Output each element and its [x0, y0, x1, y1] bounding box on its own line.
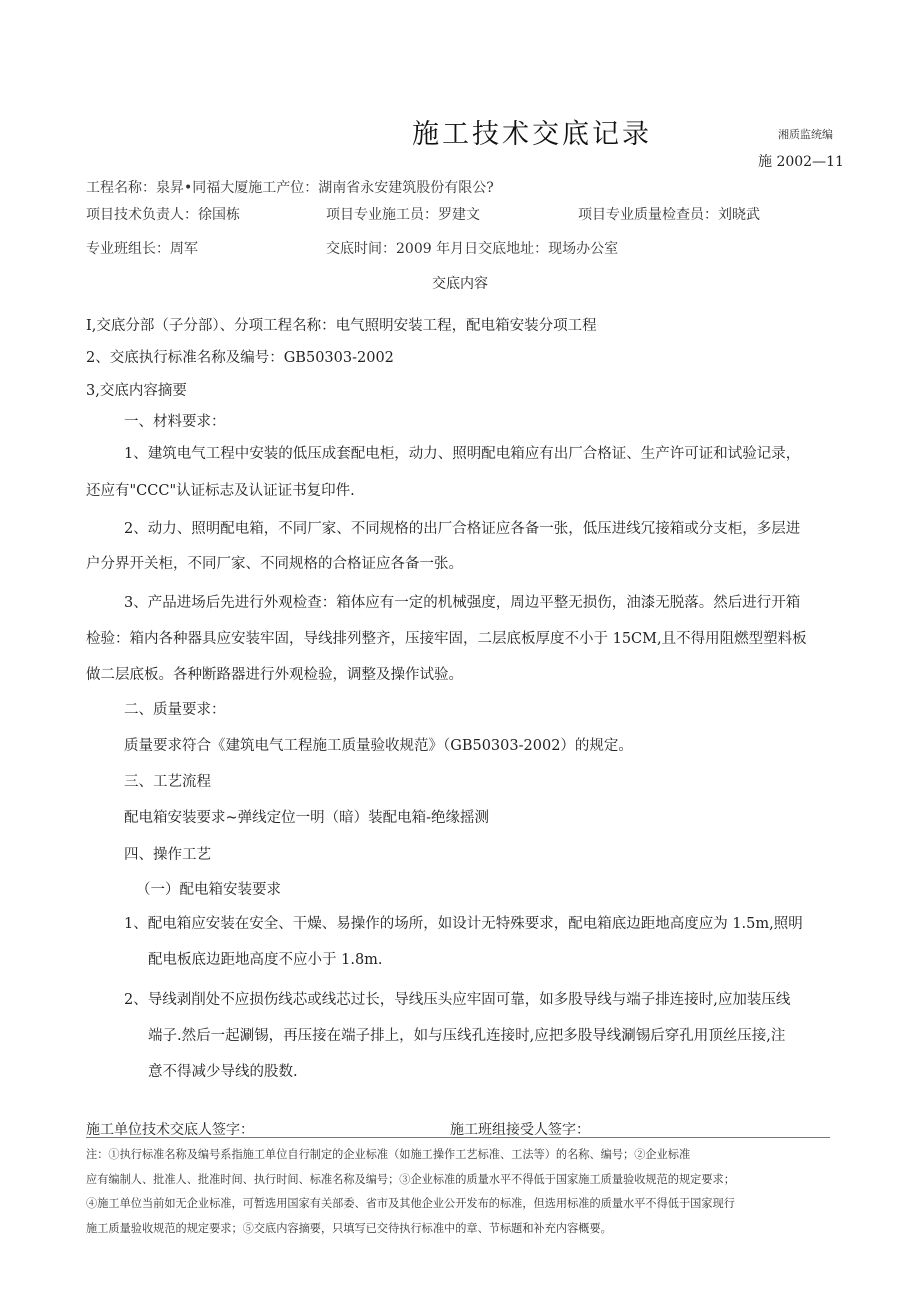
text-line: 2、导线剥削处不应损伤线芯或线芯过长，导线压头应牢固可靠，如多股导线与端子排连接时,应加装压线	[124, 992, 791, 1008]
section-1-paragraph-3-cont	[86, 621, 807, 693]
section-1-paragraph-2	[124, 511, 800, 547]
section-2-text: 质量要求符合《建筑电气工程施工质量验收规范》（GB50303-2002）的规定。	[124, 738, 633, 754]
section-2-title: 二、质量要求：	[124, 702, 226, 718]
signature-line	[86, 1137, 830, 1138]
text-line: 户分界开关柜，不同厂家、不同规格的合格证应各备一张。	[86, 556, 463, 572]
item-1: I,交底分部（子分部）、分项工程名称：电气照明安装工程，配电箱安装分项工程	[86, 318, 597, 334]
discloser-signature-label: 施工单位技术交底人签字：	[86, 1122, 254, 1138]
footnote-line: ④施工单位当前如无企业标准，可暂选用国家有关部委、省市及其他企业公开发布的标准，但选用标准的质量水平不得低于国家现行	[86, 1197, 735, 1210]
project-name-line: 工程名称：泉昇•同福大厦施工产位：湖南省永安建筑股份有限公?	[86, 180, 494, 196]
text-line: 端子.然后一起涮锡，再压接在端子排上，如与压线孔连接时,应把多股导线涮锡后穿孔用顶丝压接,注	[148, 1028, 786, 1044]
content-heading: 交底内容	[432, 276, 488, 292]
section-4-title: 四、操作工艺	[124, 847, 211, 863]
form-code: 施 2002—11	[758, 154, 844, 170]
item-3: 3,交底内容摘要	[86, 383, 187, 399]
section-3-text: 配电箱安装要求~弹线定位一明（暗）装配电箱-绝缘摇测	[124, 810, 490, 826]
section-4-subtitle: （一）配电箱安装要求	[136, 882, 281, 898]
footnotes	[86, 1143, 836, 1241]
text-line: 配电板底边距地高度不应小于 1.8m.	[148, 952, 383, 968]
receiver-signature-label: 施工班组接受人签字：	[450, 1122, 590, 1138]
section-3-title: 三、工艺流程	[124, 774, 211, 790]
footnote-line: 注：①执行标准名称及编号系指施工单位自行制定的企业标准（如施工操作工艺标准、工法等）的名称、编号；②企业标准	[86, 1148, 691, 1161]
section-4-paragraph-2	[124, 982, 790, 1090]
text-line: 检验：箱内各种器具应安装牢固，导线排列整齐，压接牢固，二层底板厚度不小于 15CM,且不得用阻燃型塑料板	[86, 631, 807, 647]
text-line: 意不得减少导线的股数.	[148, 1064, 298, 1080]
text-line: 1、建筑电气工程中安装的低压成套配电柜，动力、照明配电箱应有出厂合格证、生产许可证和试验记录，	[124, 446, 801, 462]
team-leader: 专业班组长：周军	[86, 241, 198, 257]
construction-staff: 项目专业施工员：罗建文	[326, 207, 480, 223]
section-1-paragraph-1-cont	[86, 473, 355, 509]
disclosure-time-place: 交底时间：2009 年月日交底地址：现场办公室	[326, 241, 619, 257]
section-1-paragraph-1	[124, 436, 800, 472]
item-2: 2、交底执行标准名称及编号：GB50303-2002	[86, 350, 394, 366]
section-1-paragraph-2-cont	[86, 546, 463, 582]
publisher-label: 湘质监统编	[778, 128, 833, 141]
text-line: 2、动力、照明配电箱，不同厂家、不同规格的出厂合格证应各备一张，低压进线冗接箱或分支柜，多层进	[124, 521, 801, 537]
text-line: 1、配电箱应安装在安全、干燥、易操作的场所，如设计无特殊要求，配电箱底边距地高度应为 1.5m,照明	[124, 916, 803, 932]
quality-inspector: 项目专业质量检查员：刘晓武	[578, 207, 760, 223]
section-4-paragraph-1	[124, 906, 803, 978]
section-1-title: 一、材料要求：	[124, 414, 226, 430]
section-1-paragraph-3	[124, 585, 800, 621]
tech-lead: 项目技术负责人：徐国栋	[86, 207, 240, 223]
document-title: 施工技术交底记录	[412, 119, 652, 150]
text-line: 做二层底板。各种断路器进行外观检验，调整及操作试验。	[86, 667, 463, 683]
footnote-line: 应有编制人、批准人、批准时间、执行时间、标准名称及编号；③企业标准的质量水平不得低于国家施工质量验收规范的规定要求；	[86, 1172, 735, 1186]
text-line: 还应有"CCC"认证标志及认证证书复印件.	[86, 483, 355, 499]
text-line: 3、产品进场后先进行外观检查：箱体应有一定的机械强度，周边平整无损伤，油漆无脱落。然后进行开箱	[124, 595, 801, 611]
footnote-line: 施工质量验收规范的规定要求；⑤交底内容摘要，只填写已交待执行标准中的章、节标题和补充内容概要。	[86, 1221, 612, 1235]
